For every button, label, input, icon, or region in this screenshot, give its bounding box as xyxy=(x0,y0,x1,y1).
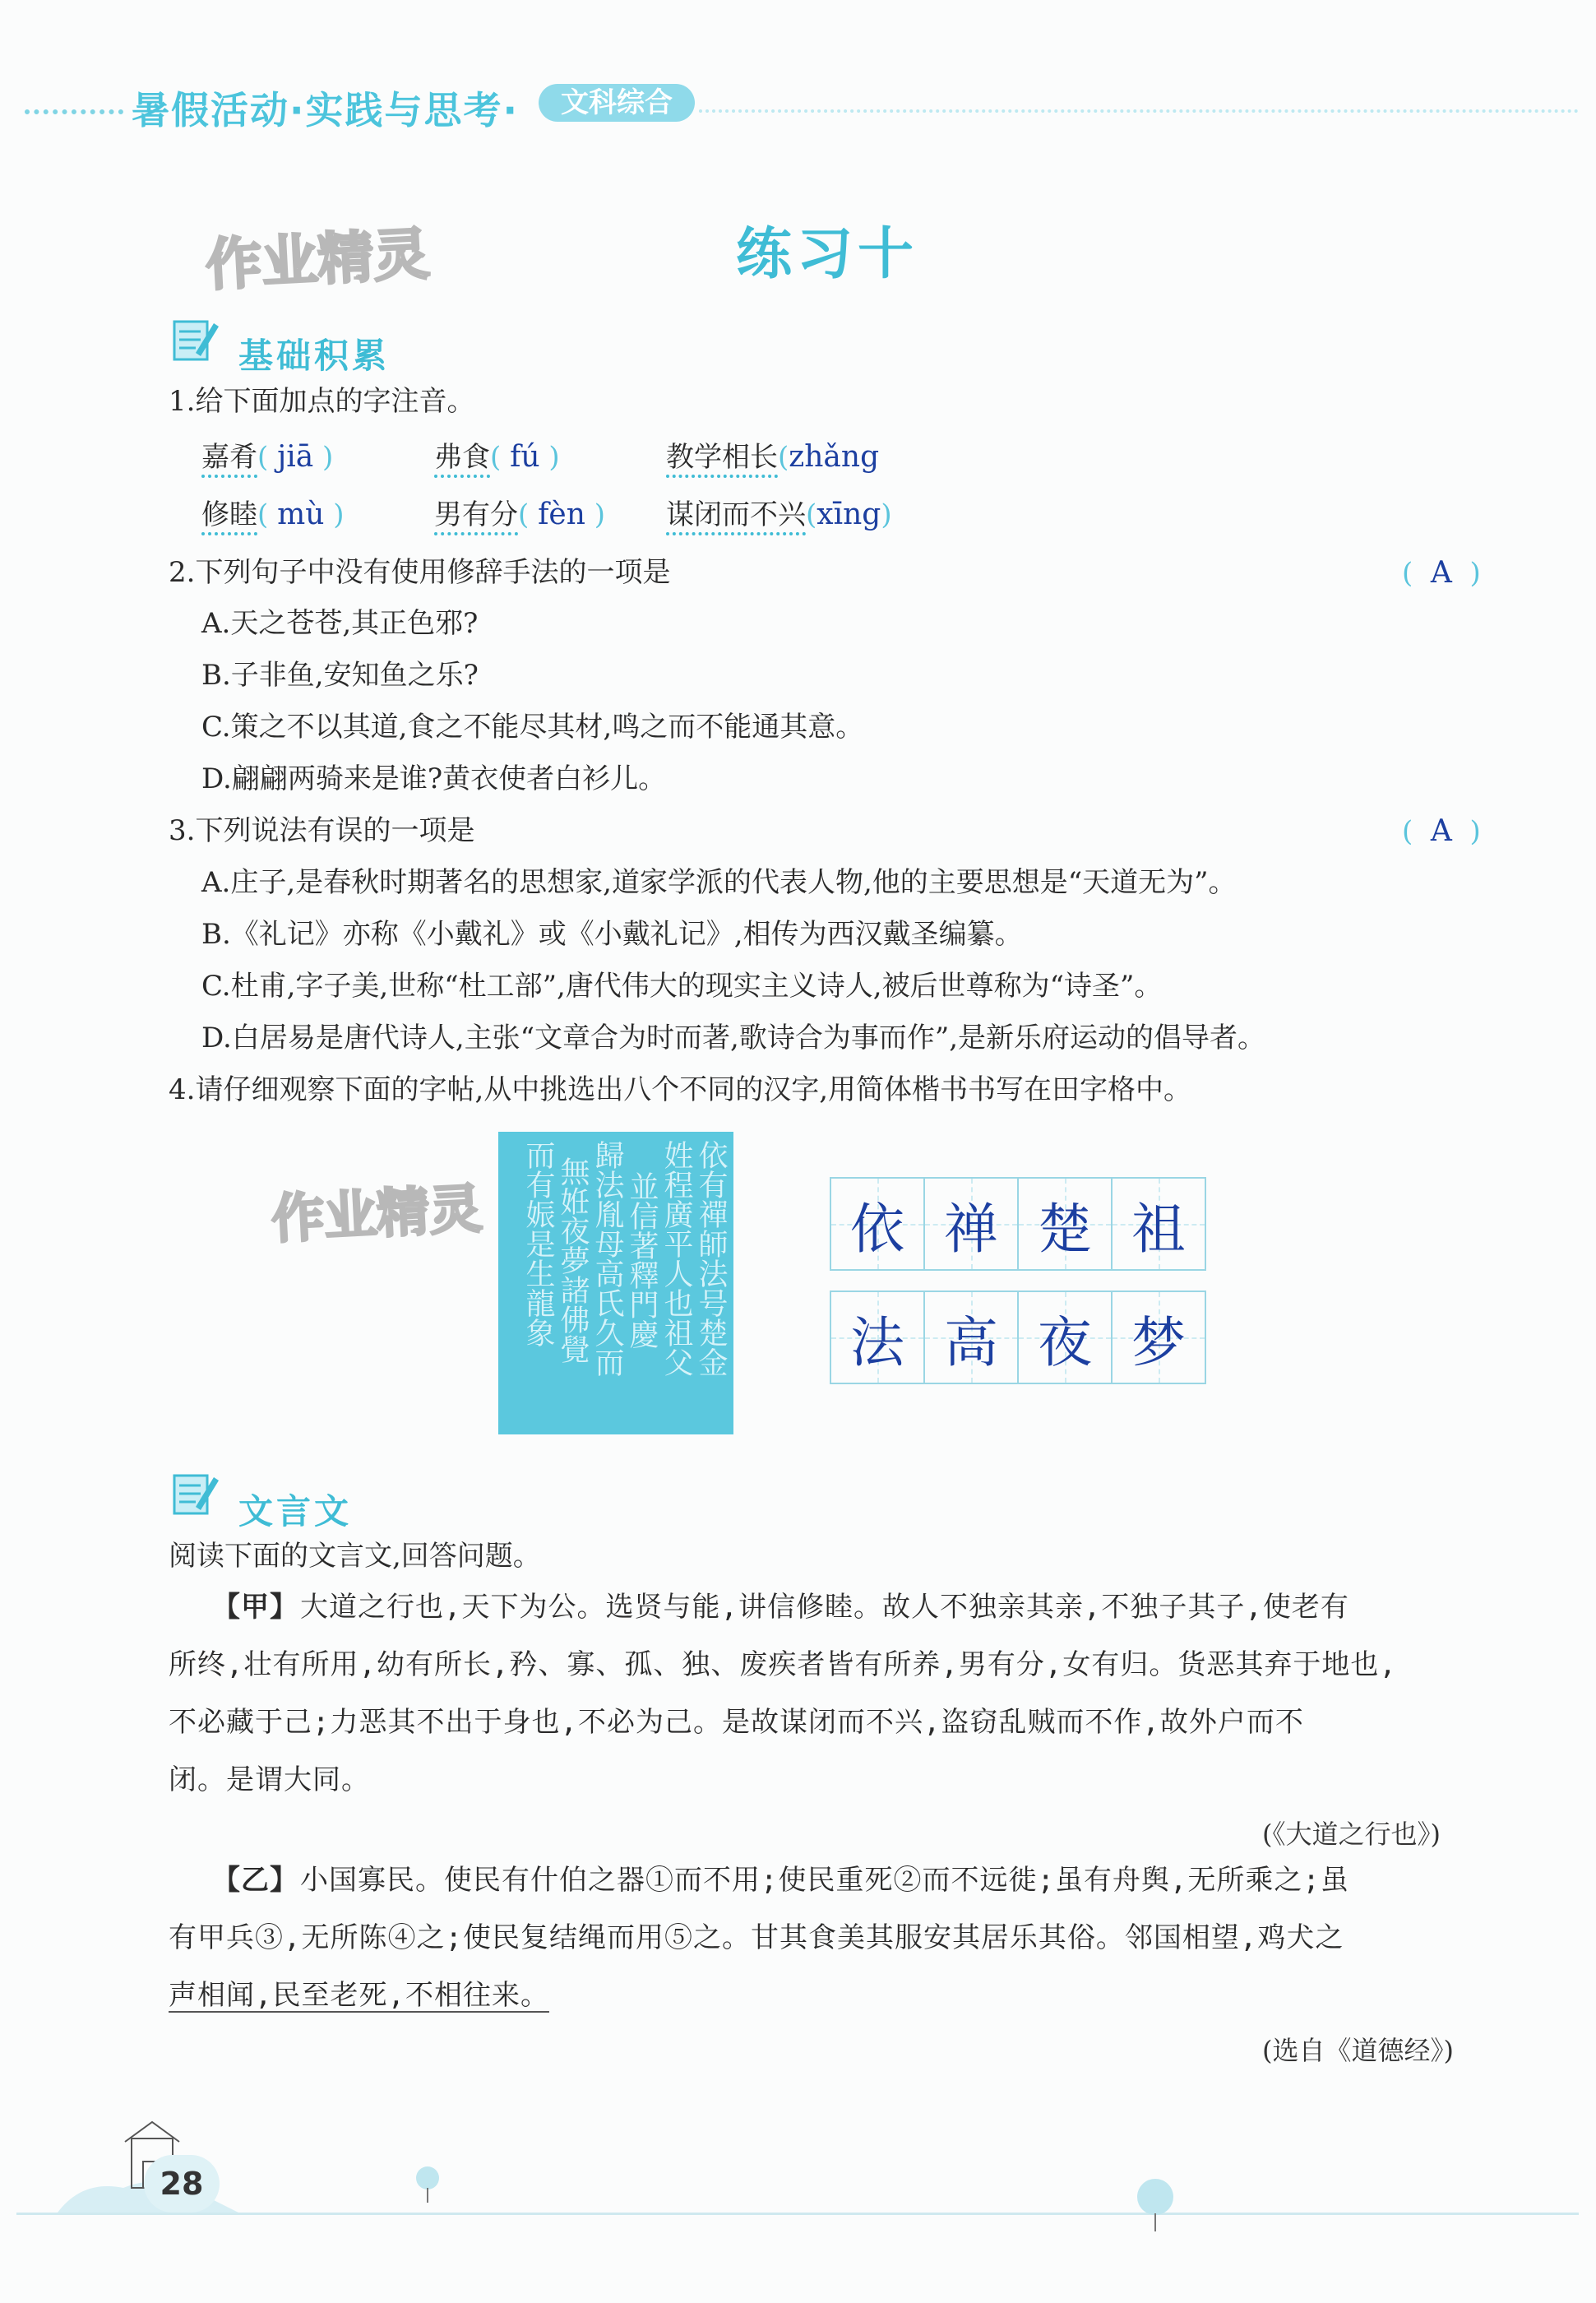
q1-item-4-word: 修睦 xyxy=(201,498,257,531)
q1-item-4: 修睦( mù ) xyxy=(201,498,345,531)
copybook-column: 並信著釋門慶 xyxy=(625,1171,659,1349)
q2-option-b: B.子非鱼,安知鱼之乐? xyxy=(201,659,479,692)
header-dots xyxy=(25,109,123,114)
passage-yi-label: 【乙】 xyxy=(212,1864,298,1897)
copybook-column: 姓程廣平人也祖父 xyxy=(659,1140,693,1377)
grid-cell: 夜 xyxy=(1017,1291,1113,1384)
q2-stem: 2.下列句子中没有使用修辞手法的一项是 xyxy=(169,556,671,589)
q1-item-2-word: 弗食 xyxy=(434,441,490,474)
q2-answer-box: ( A ) xyxy=(1402,556,1481,590)
q2-option-a: A.天之苍苍,其正色邪? xyxy=(201,607,479,640)
q1-item-3-word: 教学相长 xyxy=(666,441,778,474)
grid-cell: 法 xyxy=(830,1291,925,1384)
section-title-classical: 文言文 xyxy=(238,1491,353,1531)
page-number: 28 xyxy=(144,2155,220,2213)
passage-jia-line: 大道之行也,天下为公。选贤与能,讲信修睦。故人不独亲其亲,不独子其子,使老有 xyxy=(300,1591,1349,1624)
watermark: 作业精灵 xyxy=(204,221,432,299)
q3-answer: A xyxy=(1430,814,1452,848)
header-line xyxy=(699,109,1579,113)
copybook-column: 依有禪師法号楚金 xyxy=(694,1140,728,1377)
q1-item-3-answer: zhǎng xyxy=(789,440,880,474)
q1-item-6-word: 谋闭而不兴 xyxy=(666,498,806,531)
watermark-2: 作业精灵 xyxy=(270,1179,484,1251)
pencil-note-icon xyxy=(171,317,220,364)
passage-yi-line: 小国寡民。使民有什伯之器①而不用;使民重死②而不远徙;虽有舟舆,无所乘之;虽 xyxy=(300,1864,1349,1897)
tree-icon xyxy=(1131,2176,1180,2233)
tianzige-grid xyxy=(831,1177,1206,1384)
q4-stem: 4.请仔细观察下面的字帖,从中挑选出八个不同的汉字,用简体楷书书写在田字格中。 xyxy=(169,1073,1192,1106)
q1-item-2: 弗食( fú ) xyxy=(434,440,560,474)
page-title: 练习十 xyxy=(736,222,919,287)
q1-item-2-answer: fú xyxy=(510,440,540,474)
q1-item-6-answer: xīng xyxy=(817,498,881,531)
q2-option-c: C.策之不以其道,食之不能尽其材,鸣之而不能通其意。 xyxy=(201,711,864,744)
q1-item-5-word: 男有分 xyxy=(434,498,518,531)
q3-option-c: C.杜甫,字子美,世称“杜工部”,唐代伟大的现实主义诗人,被后世尊称为“诗圣”。 xyxy=(201,970,1163,1003)
passage-jia-label: 【甲】 xyxy=(212,1591,298,1624)
grid-cell: 依 xyxy=(830,1177,925,1271)
q2-answer: A xyxy=(1430,556,1452,590)
header-badge: 文科综合 xyxy=(539,84,695,122)
q2-option-d: D.翩翩两骑来是谁?黄衣使者白衫儿。 xyxy=(201,762,667,795)
passage-yi-source: (选自《道德经》) xyxy=(1262,2035,1454,2066)
passage-yi-line: 有甲兵③,无所陈④之;使民复结绳而用⑤之。甘其食美其服安其居乐其俗。邻国相望,鸡犬之 xyxy=(169,1921,1344,1954)
q1-item-4-answer: mù xyxy=(277,498,325,531)
q1-item-1-word: 嘉肴 xyxy=(201,441,257,474)
calligraphy-copybook xyxy=(498,1132,733,1434)
passage-jia-source: (《大道之行也》) xyxy=(1262,1819,1441,1850)
q1-item-6: 谋闭而不兴(xīng) xyxy=(666,498,892,531)
q3-answer-box: ( A ) xyxy=(1402,814,1481,848)
copybook-column: 而有娠是生龍象 xyxy=(521,1140,555,1347)
section-title-basics: 基础积累 xyxy=(238,336,391,376)
tree-icon xyxy=(411,2163,444,2204)
q1-item-1-answer: jiā xyxy=(277,440,314,474)
passage-jia-line: 不必藏于己;力恶其不出于身也,不必为己。是故谋闭而不兴,盗窃乱贼而不作,故外户而不 xyxy=(169,1706,1304,1739)
passage-jia-line: 所终,壮有所用,幼有所长,矜、寡、孤、独、废疾者皆有所养,男有分,女有归。货恶其弃于地也, xyxy=(169,1648,1397,1681)
passage-jia-line: 闭。是谓大同。 xyxy=(169,1763,370,1796)
q1-stem: 1.给下面加点的字注音。 xyxy=(169,385,475,418)
grid-cell: 楚 xyxy=(1017,1177,1113,1271)
q3-option-a: A.庄子,是春秋时期著名的思想家,道家学派的代表人物,他的主要思想是“天道无为”。 xyxy=(201,866,1237,899)
pencil-note-icon xyxy=(171,1471,220,1518)
grid-cell: 高 xyxy=(923,1291,1019,1384)
q3-stem: 3.下列说法有误的一项是 xyxy=(169,814,475,847)
copybook-column: 無姙夜夢諸佛覺 xyxy=(556,1156,590,1364)
q1-item-5-answer: fèn xyxy=(538,498,585,531)
grid-cell: 禅 xyxy=(923,1177,1019,1271)
q1-item-5: 男有分( fèn ) xyxy=(434,498,605,531)
q1-item-3: 教学相长(zhǎng xyxy=(666,440,880,474)
reading-intro: 阅读下面的文言文,回答问题。 xyxy=(169,1540,541,1573)
q3-option-b: B.《礼记》亦称《小戴礼》或《小戴礼记》,相传为西汉戴圣编纂。 xyxy=(201,918,1023,951)
passage-yi-line: 声相闻,民至老死,不相往来。 xyxy=(169,1979,549,2012)
q1-item-1: 嘉肴( jiā ) xyxy=(201,440,334,474)
grid-cell: 祖 xyxy=(1111,1177,1206,1271)
grid-cell: 梦 xyxy=(1111,1291,1206,1384)
copybook-column: 歸法胤母高氏久而 xyxy=(590,1140,624,1377)
header-title: 暑假活动·实践与思考· xyxy=(132,88,519,132)
q3-option-d: D.白居易是唐代诗人,主张“文章合为时而著,歌诗合为事而作”,是新乐府运动的倡导者。 xyxy=(201,1022,1266,1054)
